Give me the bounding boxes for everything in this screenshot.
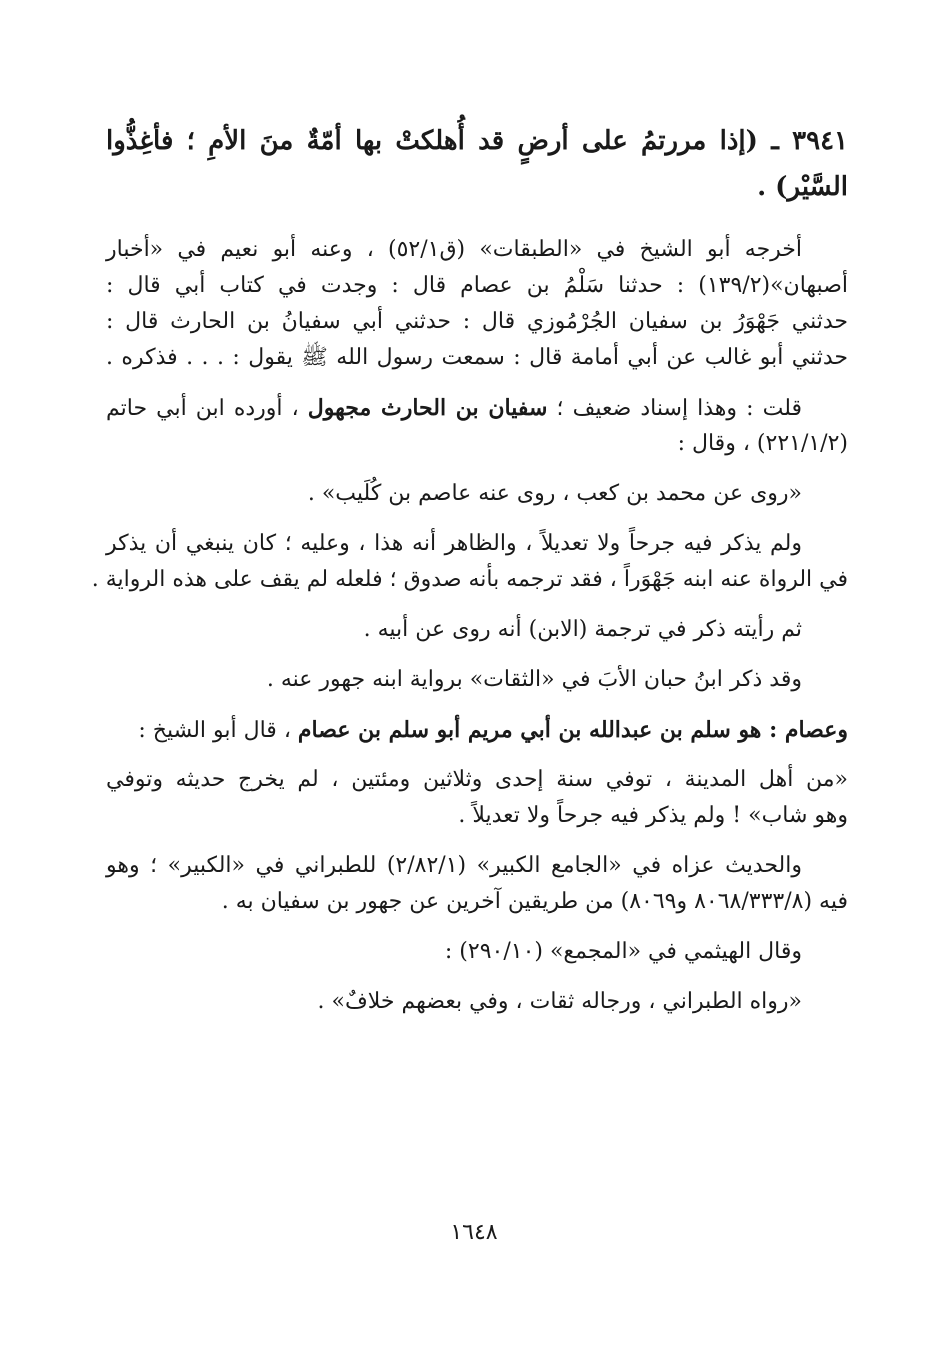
takhrij-paragraph	[106, 232, 848, 376]
commentary-paragraph	[106, 712, 848, 748]
text-line: والحديث عزاه في «الجامع الكبير» (٢/٨٢/١) للطبراني في «الكبير» ؛ وهو	[106, 853, 802, 878]
text-line: «روى عن محمد بن كعب ، روى عنه عاصم بن كُلَيب» .	[307, 481, 802, 506]
text-line: حدثني جَهْوَرُ بن سفيان الجُرْمُوزي قال : حدثني أبي سفيانُ بن الحارث قال :	[106, 309, 848, 334]
commentary-paragraph	[106, 662, 848, 698]
text-line: أخرجه أبو الشيخ في «الطبقات» (ق٥٢/١) ، وعنه أبو نعيم في «أخبار	[106, 237, 803, 262]
commentary-paragraph	[91, 526, 848, 598]
text-line: وقد ذكر ابنُ حبان الأبَ في «الثقات» برواية ابنه جهور عنه .	[266, 667, 802, 692]
text-line: فيه (٨٠٦٨/٣٣٣/٨ و٨٠٦٩) من طريقين آخرين عن جهور بن سفيان به .	[221, 889, 848, 914]
commentary-paragraph	[106, 612, 848, 648]
text-run: ، قال أبو الشيخ :	[138, 718, 298, 743]
text-run: قلت : وهذا إسناد ضعيف ؛	[547, 396, 802, 421]
page-number: ١٦٤٨	[450, 1220, 498, 1245]
text-line: «من أهل المدينة ، توفي سنة إحدى وثلاثين ومئتين ، لم يخرج حديثه وتوفي	[106, 767, 848, 792]
bold-text-run: سفيان بن الحارث مجهول	[307, 395, 548, 421]
text-line: وقال الهيثمي في «المجمع» (٢٩٠/١٠) :	[444, 939, 802, 964]
text-line: أصبهان»(١٣٩/٢) : حدثنا سَلْمُ بن عصام قال : وجدت في كتاب أبي قال :	[106, 273, 848, 298]
commentary-paragraph	[106, 390, 848, 462]
text-line: «رواه الطبراني ، ورجاله ثقات ، وفي بعضهم خلافٌ» .	[317, 989, 802, 1014]
page-body	[91, 118, 848, 1034]
text-line	[106, 390, 848, 426]
quotation	[106, 476, 848, 512]
hadith-heading-line-1: ٣٩٤١ ـ (إذا مررتمُ على أرضٍ قد أُهلكتْ بها أمّةٌ منَ الأمِ ؛ فأغِذُّوا	[106, 126, 848, 156]
text-line: ولم يذكر فيه جرحاً ولا تعديلاً ، والظاهر أنه هذا ، وعليه ؛ كان ينبغي أن يذكر	[106, 531, 802, 556]
text-line: ثم رأيته ذكر في ترجمة (الابن) أنه روى عن أبيه .	[363, 617, 802, 642]
text-line: في الرواة عنه ابنه جَهْوَراً ، فقد ترجمه بأنه صدوق ؛ فلعله لم يقف على هذه الرواية .	[91, 567, 848, 592]
hadith-heading	[106, 118, 848, 210]
commentary-paragraph	[106, 848, 848, 920]
text-line: وهو شاب» ! ولم يذكر فيه جرحاً ولا تعديلاً .	[458, 803, 848, 828]
text-line: حدثني أبو غالب عن أبي أمامة قال : سمعت رسول الله ﷺ يقول : . . . فذكره .	[106, 345, 848, 370]
commentary-paragraph	[106, 934, 848, 970]
text-run: ، أورده ابن أبي حاتم	[106, 396, 308, 421]
quotation	[106, 984, 848, 1020]
hadith-heading-line-2: السَّيْر) .	[757, 172, 848, 202]
text-line: (٢٢١/١/٢) ، وقال :	[677, 431, 848, 456]
quotation	[106, 762, 848, 834]
bold-text-run: وعصام : هو سلم بن عبدالله بن أبي مريم أبو سلم بن عصام	[297, 717, 848, 743]
text-line	[106, 712, 848, 748]
